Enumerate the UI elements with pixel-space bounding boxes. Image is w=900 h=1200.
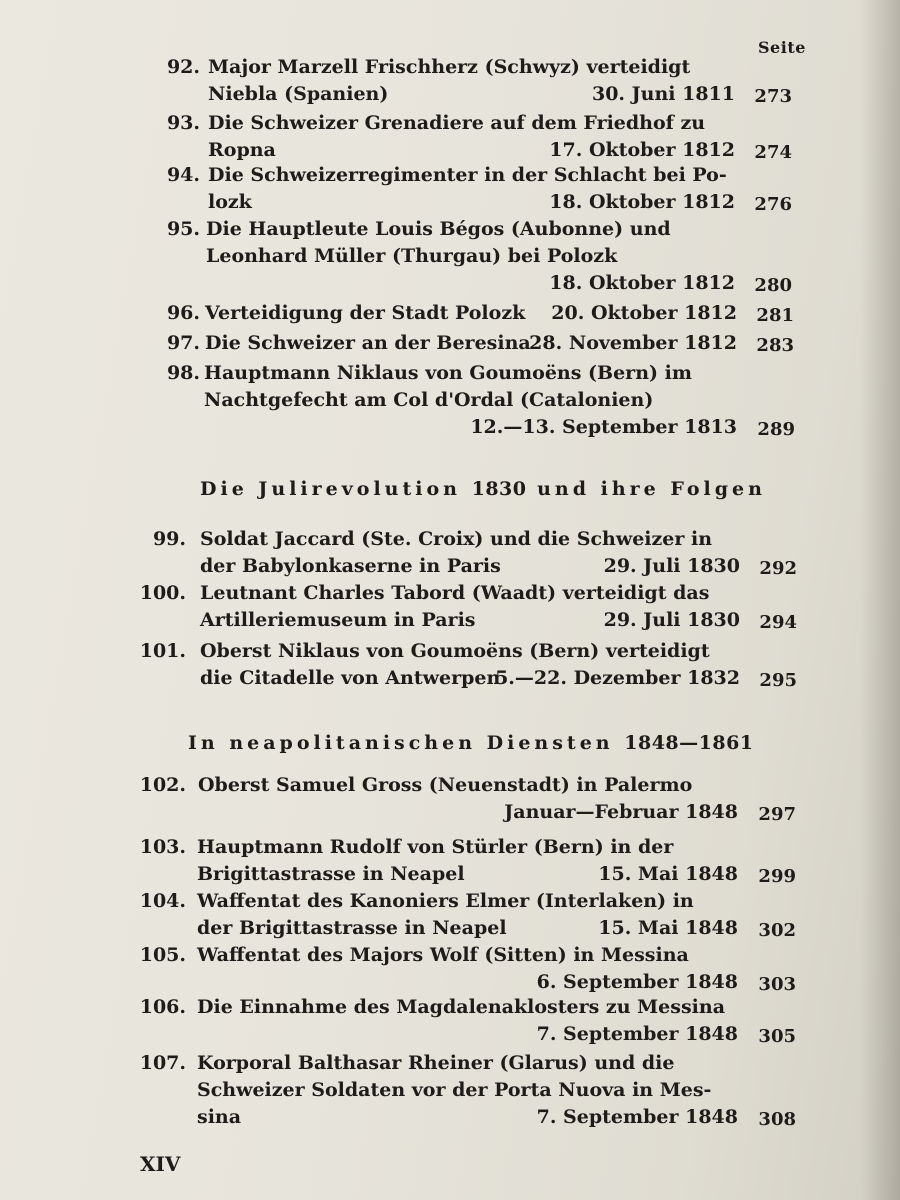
- entry-date: 12.—13. September 1813: [470, 416, 737, 438]
- entry-date: 15. Mai 1848: [598, 863, 738, 885]
- entry-page-number: 302: [758, 920, 796, 941]
- entry-number: 93.: [166, 112, 200, 134]
- entry-page-number: 280: [754, 275, 792, 296]
- entry-date: 15. Mai 1848: [598, 917, 738, 939]
- entry-page-number: 295: [759, 670, 797, 691]
- entry-number: 96.: [166, 302, 200, 324]
- entry-title-line: Leonhard Müller (Thurgau) bei Polozk: [206, 245, 618, 267]
- entry-title-line: Verteidigung der Stadt Polozk: [205, 302, 526, 324]
- entry-page-number: 289: [757, 419, 795, 440]
- entry-number: 102.: [139, 774, 186, 796]
- entry-title-line: sina: [197, 1106, 242, 1128]
- section-heading: [200, 478, 766, 500]
- entry-title-line: Schweizer Soldaten vor der Porta Nuova in Mes-: [197, 1079, 712, 1101]
- entry-title-line: Die Schweizerregimenter in der Schlacht bei Po-: [208, 164, 727, 186]
- entry-page-number: 292: [759, 558, 797, 579]
- page-folio: XIV: [140, 1152, 181, 1176]
- entry-number: 101.: [139, 640, 186, 662]
- entry-date: 18. Oktober 1812: [549, 272, 735, 294]
- entry-title-line: Niebla (Spanien): [208, 83, 389, 105]
- entry-date: 29. Juli 1830: [603, 555, 740, 577]
- entry-page-number: 274: [754, 142, 792, 163]
- entry-title-line: Major Marzell Frischherz (Schwyz) verteidigt: [208, 56, 691, 78]
- page-edge-shadow: [860, 0, 900, 1200]
- entry-page-number: 283: [756, 335, 794, 356]
- entry-title-line: Waffentat des Majors Wolf (Sitten) in Messina: [197, 944, 689, 966]
- entry-page-number: 276: [754, 194, 792, 215]
- entry-page-number: 294: [759, 612, 797, 633]
- entry-number: 95.: [166, 218, 200, 240]
- entry-date: 30. Juni 1811: [591, 83, 735, 105]
- section-rest: und ihre Folgen: [537, 478, 766, 500]
- entry-title-line: Die Hauptleute Louis Bégos (Aubonne) und: [206, 218, 671, 240]
- entry-number: 106.: [139, 996, 186, 1018]
- entry-number: 105.: [139, 944, 186, 966]
- entry-page-number: 299: [758, 866, 796, 887]
- entry-number: 97.: [166, 332, 200, 354]
- entry-page-number: 308: [758, 1109, 796, 1130]
- entry-number: 103.: [139, 836, 186, 858]
- entry-number: 100.: [139, 582, 186, 604]
- entry-date: 5.—22. Dezember 1832: [495, 667, 740, 689]
- section-year: 1848—1861: [624, 732, 754, 754]
- entry-date: 17. Oktober 1812: [549, 139, 735, 161]
- page-column-header: Seite: [758, 38, 806, 57]
- entry-title-line: Oberst Samuel Gross (Neuenstadt) in Palermo: [198, 774, 693, 796]
- entry-title-line: Soldat Jaccard (Ste. Croix) und die Schweizer in: [200, 528, 713, 550]
- entry-title-line: lozk: [208, 191, 252, 213]
- entry-title-line: Brigittastrasse in Neapel: [197, 863, 465, 885]
- entry-number: 99.: [152, 528, 186, 550]
- entry-number: 104.: [139, 890, 186, 912]
- entry-number: 92.: [166, 56, 200, 78]
- entry-number: 94.: [166, 164, 200, 186]
- entry-page-number: 305: [758, 1026, 796, 1047]
- entry-title-line: Leutnant Charles Tabord (Waadt) verteidigt das: [200, 582, 710, 604]
- entry-date: Januar—Februar 1848: [504, 801, 738, 823]
- entry-title-line: der Brigittastrasse in Neapel: [197, 917, 507, 939]
- section-heading: [188, 732, 754, 754]
- entry-title-line: Artilleriemuseum in Paris: [200, 609, 476, 631]
- entry-date: 29. Juli 1830: [603, 609, 740, 631]
- section-year: 1830: [471, 478, 527, 500]
- entry-date: 7. September 1848: [536, 1106, 738, 1128]
- entry-page-number: 281: [756, 305, 794, 326]
- entry-title-line: Waffentat des Kanoniers Elmer (Interlaken) in: [197, 890, 694, 912]
- entry-title-line: Die Einnahme des Magdalenaklosters zu Messina: [197, 996, 726, 1018]
- entry-title-line: der Babylonkaserne in Paris: [200, 555, 501, 577]
- entry-title-line: Ropna: [208, 139, 276, 161]
- entry-date: 7. September 1848: [536, 1023, 738, 1045]
- entry-page-number: 303: [758, 974, 796, 995]
- entry-number: 107.: [139, 1052, 186, 1074]
- entry-title-line: Hauptmann Niklaus von Goumoëns (Bern) im: [204, 362, 692, 384]
- entry-title-line: Korporal Balthasar Rheiner (Glarus) und die: [197, 1052, 675, 1074]
- section-title: In neapolitanischen Diensten: [188, 732, 614, 754]
- entry-title-line: Nachtgefecht am Col d'Ordal (Catalonien): [204, 389, 654, 411]
- entry-title-line: Die Schweizer an der Beresina: [205, 332, 531, 354]
- entry-page-number: 273: [754, 86, 792, 107]
- entry-number: 98.: [166, 362, 200, 384]
- entry-page-number: 297: [758, 804, 796, 825]
- entry-date: 28. November 1812: [529, 332, 737, 354]
- entry-title-line: Die Schweizer Grenadiere auf dem Friedhof zu: [208, 112, 706, 134]
- entry-title-line: die Citadelle von Antwerpen: [200, 667, 501, 689]
- section-title: Die Julirevolution: [200, 478, 461, 500]
- entry-date: 20. Oktober 1812: [551, 302, 737, 324]
- entry-date: 6. September 1848: [536, 971, 738, 993]
- entry-date: 18. Oktober 1812: [549, 191, 735, 213]
- entry-title-line: Hauptmann Rudolf von Stürler (Bern) in der: [197, 836, 674, 858]
- entry-title-line: Oberst Niklaus von Goumoëns (Bern) verteidigt: [200, 640, 710, 662]
